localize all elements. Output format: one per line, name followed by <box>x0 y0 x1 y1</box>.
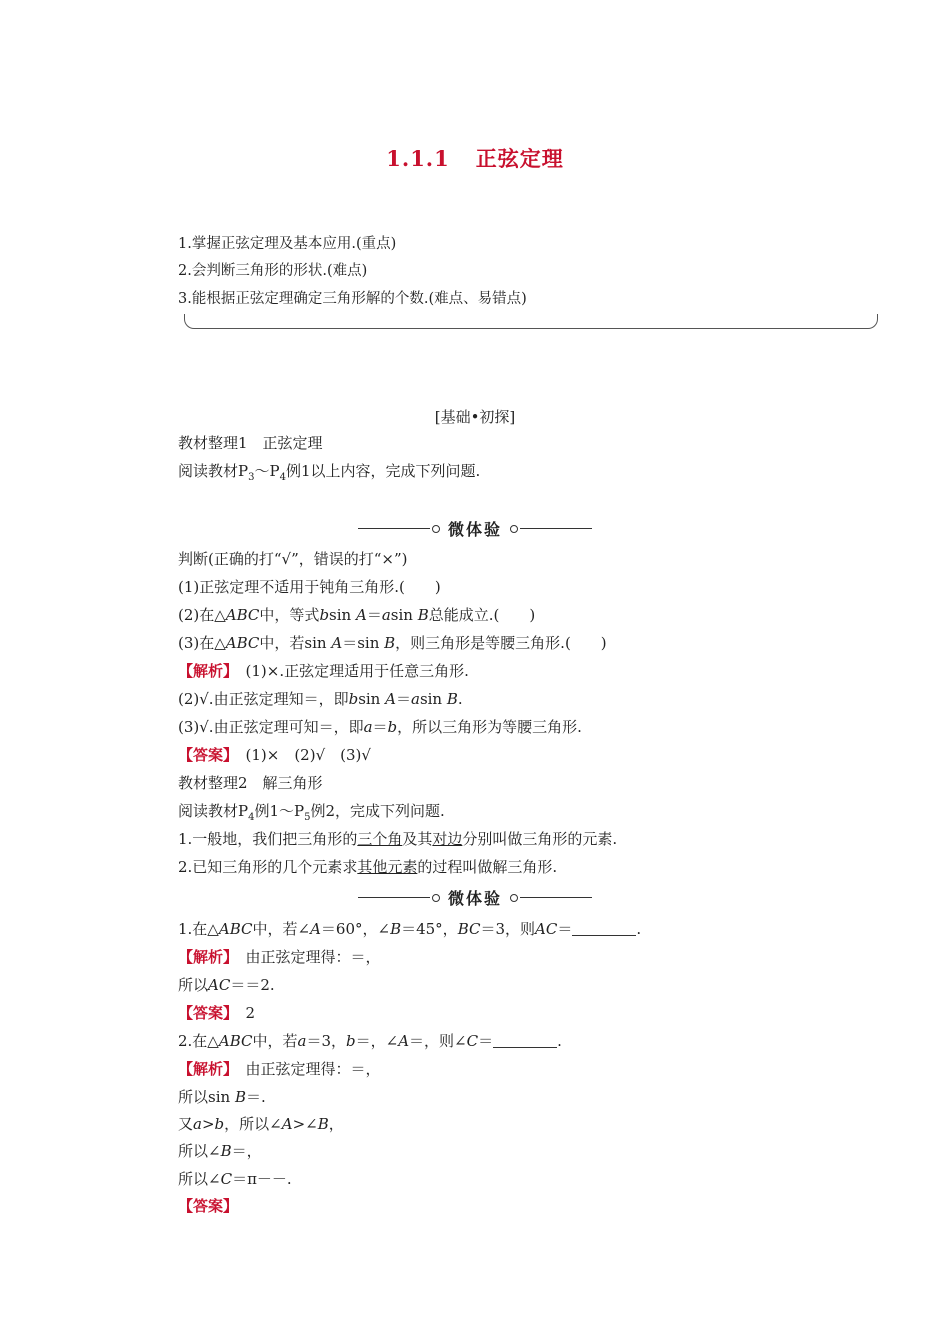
quiz2-problem-1: 1.在△ABC中，若∠A＝60°，∠B＝45°，BC＝3，则AC＝ . <box>178 920 642 938</box>
quiz1-analysis-2: (2)√.由正弦定理知＝，即bsin A＝asin B. <box>178 690 463 708</box>
quiz1-answer: 【答案】 (1)× (2)√ (3)√ <box>178 746 371 764</box>
objectives-bracket <box>184 314 878 329</box>
answer-blank-2[interactable] <box>493 1033 557 1048</box>
quiz2-analysis-2d: 所以∠B＝， <box>178 1142 262 1160</box>
section-header: [基础•初探] <box>434 408 516 426</box>
answer-blank-1[interactable] <box>572 921 636 936</box>
quiz2-analysis-1: 【解析】 由正弦定理得：＝， <box>178 948 381 966</box>
objective-2: 2.会判断三角形的形状.(难点) <box>178 263 368 279</box>
part2-heading: 教材整理2 解三角形 <box>178 774 323 792</box>
quiz1-q1: (1)正弦定理不适用于钝角三角形.( ) <box>178 578 441 596</box>
page-title <box>0 143 950 173</box>
quiz1-q2: (2)在△ABC中，等式bsin A＝asin B总能成立.( ) <box>178 606 536 624</box>
quiz1-prompt: 判断(正确的打“√”，错误的打“×”) <box>178 550 408 568</box>
part1-reading: 阅读教材$P_3\sim P_4$例1以上内容，完成下列问题. <box>178 462 481 483</box>
quiz2-problem-2: 2.在△ABC中，若a＝3，b＝，∠A＝，则∠C＝ . <box>178 1032 562 1050</box>
objective-1: 1.掌握正弦定理及基本应用.(重点) <box>178 236 397 252</box>
section-number: 1.1.1 <box>386 146 450 171</box>
quiz1-analysis-1: 【解析】 (1)×.正弦定理适用于任意三角形. <box>178 662 469 680</box>
quiz2-analysis-2c: 又a>b，所以∠A>∠B， <box>178 1115 344 1133</box>
part2-line-2: 2.已知三角形的几个元素求其他元素的过程叫做解三角形. <box>178 858 558 876</box>
part2-reading: 阅读教材$P_4$例$1\sim P_5$例2，完成下列问题. <box>178 802 445 823</box>
quiz1-q3: (3)在△ABC中，若sin A＝sin B，则三角形是等腰三角形.( ) <box>178 634 607 652</box>
quiz1-analysis-3: (3)√.由正弦定理可知＝，即a＝b，所以三角形为等腰三角形. <box>178 718 582 736</box>
section-title: 正弦定理 <box>475 146 564 171</box>
quiz2-analysis-1b: 所以AC＝＝2. <box>178 976 275 994</box>
quiz2-answer-1: 【答案】 2 <box>178 1004 256 1022</box>
quiz2-analysis-2e: 所以∠C＝π－－. <box>178 1170 292 1188</box>
quiz2-analysis-2: 【解析】 由正弦定理得：＝， <box>178 1060 381 1078</box>
wei-ti-yan-divider-2: 微体验 <box>0 886 950 909</box>
quiz2-answer-2: 【答案】 <box>178 1197 239 1215</box>
part1-heading: 教材整理1 正弦定理 <box>178 434 323 452</box>
quiz2-analysis-2b: 所以sin B＝. <box>178 1088 266 1106</box>
part2-line-1: 1.一般地，我们把三角形的三个角及其对边分别叫做三角形的元素. <box>178 830 618 848</box>
wei-ti-yan-divider-1: 微体验 <box>0 517 950 540</box>
objective-3: 3.能根据正弦定理确定三角形解的个数.(难点、易错点) <box>178 291 527 307</box>
